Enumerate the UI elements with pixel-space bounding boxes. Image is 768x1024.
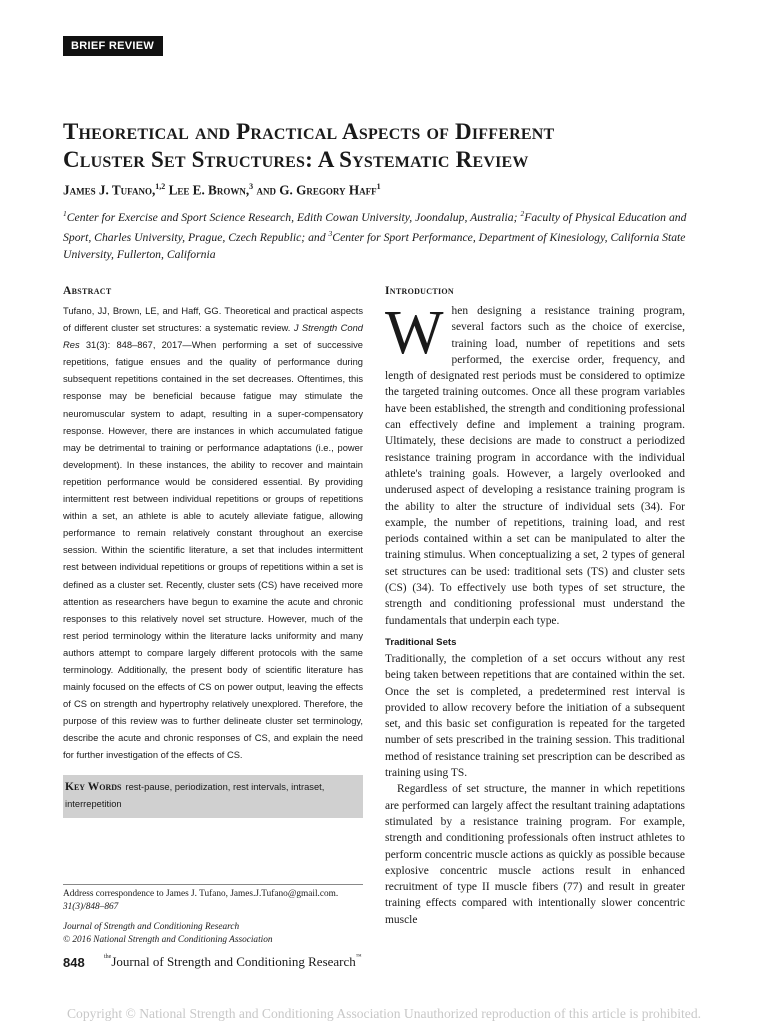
- footnote-journal: Journal of Strength and Conditioning Research: [63, 921, 240, 932]
- keywords-box: [63, 775, 363, 818]
- author-name: James J. Tufano,: [63, 182, 156, 198]
- footnote-copyright: © 2016 National Strength and Conditioning Association: [63, 935, 273, 946]
- drop-cap: W: [385, 299, 444, 367]
- article-title-line-1: Theoretical and Practical Aspects of Different: [63, 119, 555, 144]
- abstract-lead: Tufano, JJ, Brown, LE, and Haff, GG. Theoretical and practical aspects of different cluster set structures: a systematic review.: [63, 306, 363, 334]
- journal-logo-prefix: the: [104, 954, 112, 960]
- author-affiliation-marker: 3: [249, 182, 254, 191]
- abstract-citation-journal: J Strength Cond Res: [63, 323, 363, 351]
- article-type-badge: BRIEF REVIEW: [63, 36, 163, 56]
- introduction-paragraph-1-text: hen designing a resistance training program, several factors such as the choice of exercise, training load, number of repetitions and sets performed, the exercise order, frequency, and length of designated rest periods must be considered to optimize the targeted training outcomes. Once all these program variables have been established, the strength and conditioning professional can effectively define and implement a training program. Ultimately, these decisions are made to construct a periodized resistance training program in accordance with the individual athlete's training goals. However, a largely overlooked and underused aspect of developing a resistance training program is the ability to alter the structure of individual sets (34). For example, the number of repetitions, training load, and rest periods contained within a set can be manipulated to alter the training stimulus. When conceptualizing a set, 2 types of general set structures can be used: traditional sets (TS) and cluster sets (CS) (34). To effectively use both types of set structure, the strength and conditioning professional must understand the fundamentals that underpin each type.: [385, 305, 685, 627]
- introduction-heading: Introduction: [385, 285, 454, 297]
- page-number: 848: [63, 955, 85, 970]
- left-column: [63, 285, 363, 818]
- introduction-paragraph-2: Traditionally, the completion of a set occurs without any rest being taken between repetitions that are contained within the set. Once the set is completed, a predetermined rest interval is provided to allow recovery before the initiation of a subsequent set, and this basic set configuration is repeated for the targeted number of sets prescribed in the training session. This traditional method of resistance training set prescription can be described as training using TS.: [385, 652, 685, 780]
- abstract-text: [63, 303, 363, 765]
- journal-logo-name: Journal of Strength and Conditioning Research: [111, 954, 356, 969]
- issue-pages: 31(3)/848–867: [63, 902, 119, 913]
- author-name: and G. Gregory Haff: [256, 182, 377, 198]
- author-list: [63, 182, 381, 198]
- affiliations: [63, 206, 703, 263]
- correspondence-address: Address correspondence to James J. Tufano, James.J.Tufano@gmail.com.: [63, 889, 339, 899]
- article-title: [63, 118, 723, 174]
- journal-logo: [104, 954, 362, 970]
- abstract-citation-rest: 31(3): 848–867, 2017—: [79, 340, 192, 351]
- affiliation-text: Faculty of Physical Education and Sport, Charles University, Prague, Czech Republic; and: [63, 210, 687, 245]
- affiliation-text: Center for Exercise and Sport Science Research, Edith Cowan University, Joondalup, Australia;: [66, 210, 521, 224]
- abstract-body: When performing a set of successive repetitions, fatigue ensues and the quality of performance during subsequent repetitions contained in the set decreases. Oftentimes, this response may be beneficial because fatigue may stimulate the neuromuscular system to adapt, resulting in a super-compensatory response. However, there are instances in which accumulated fatigue may be detrimental to training or performance adaptations (i.e., power development). In these instances, the ability to recover and maintain repetition performance would be considered essential. By providing intermittent rest between individual repetitions or groups of repetitions within a set, an athlete is able to acutely alleviate fatigue, allowing performance to remain relatively constant throughout an exercise session. Within the scientific literature, a set that includes intermittent rest between individual repetitions or groups of repetitions within a set is defined as a cluster set. Recently, cluster sets (CS) have received more attention as researchers have begun to examine the acute and chronic responses to this relatively novel set structure. However, much of the rest period terminology within the literature lacks uniformity and many authors attempt to compare largely different protocols with the same terminology. Additionally, the present body of scientific literature has mainly focused on the effects of CS on power output, leaving the effects of CS on strength and hypertrophy relatively unexplored. Therefore, the purpose of this review was to further delineate cluster set terminology, describe the acute and chronic responses of CS, and explain the need for further investigation of the effects of CS.: [63, 340, 363, 761]
- article-title-line-2: Cluster Set Structures: A Systematic Review: [63, 147, 529, 172]
- journal-logo-trademark: ™: [355, 954, 362, 960]
- abstract-heading: Abstract: [63, 285, 112, 297]
- copyright-watermark: Copyright © National Strength and Conditioning Association Unauthorized reproduction of this article is prohibited.: [66, 1006, 702, 1021]
- correspondence-footnote: [63, 884, 363, 948]
- affiliation-marker: 2: [520, 209, 525, 218]
- affiliation-marker: 3: [328, 229, 333, 239]
- author-name: Lee E. Brown,: [168, 182, 250, 198]
- affiliation-marker: 1: [63, 209, 67, 218]
- keywords-label: Key Words: [65, 780, 122, 793]
- right-column: [385, 285, 685, 928]
- author-affiliation-marker: 1,2: [155, 182, 166, 191]
- author-affiliation-marker: 1: [376, 182, 381, 191]
- affiliation-text: Center for Sport Performance, Department of Kinesiology, California State University, Fullerton, California: [63, 231, 686, 261]
- introduction-paragraph-3: Regardless of set structure, the manner in which repetitions are performed can largely affect the resultant training adaptations stimulated by a resistance training program. For example, strength and conditioning professionals often instruct athletes to perform concentric muscle actions as quickly as possible because explosive concentric muscle actions result in enhanced recruitment of type II muscle fibers (77) and result in greater training effects compared with intentionally slower concentric muscle: [385, 783, 685, 926]
- keywords-text: rest-pause, periodization, rest intervals, intraset, interrepetition: [65, 781, 325, 809]
- introduction-paragraph-1: [385, 299, 685, 629]
- traditional-sets-heading: Traditional Sets: [385, 636, 457, 648]
